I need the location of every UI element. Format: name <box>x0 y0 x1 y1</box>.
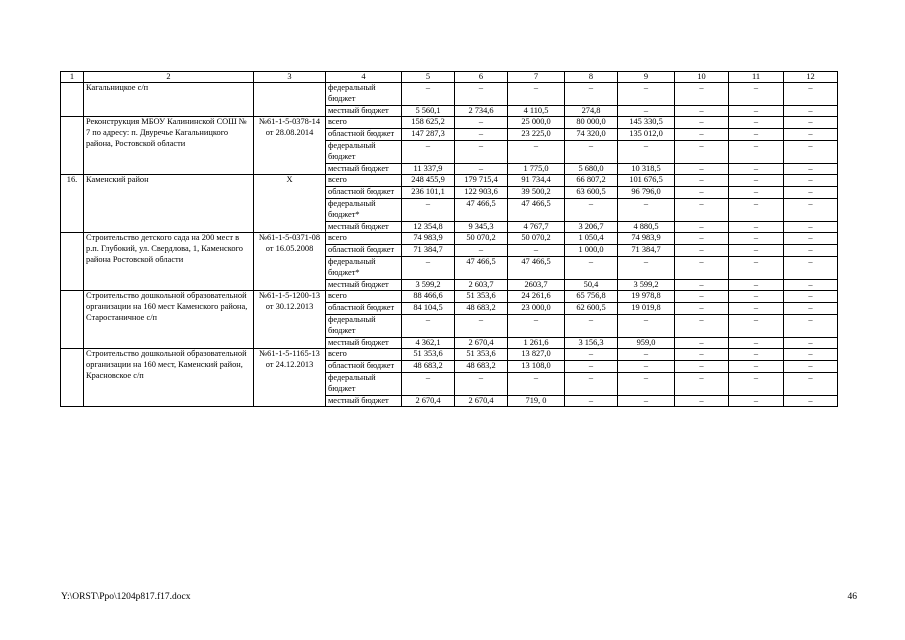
value-cell-col-9: – <box>618 361 675 373</box>
value-cell-col-6: 51 353,6 <box>455 291 508 303</box>
value-cell-col-10: – <box>675 117 729 129</box>
table-row <box>61 83 838 106</box>
funding-source-cell: федеральный бюджет <box>326 140 402 163</box>
value-cell-col-7: 1 261,6 <box>508 337 565 349</box>
expertise-doc-cell: №61-1-5-0371-08 от 16.05.2008 <box>254 233 326 291</box>
value-cell-col-6: 51 353,6 <box>455 349 508 361</box>
value-cell-col-11: – <box>729 349 784 361</box>
value-cell-col-6: – <box>455 117 508 129</box>
value-cell-col-12: – <box>784 361 838 373</box>
value-cell-col-5: – <box>402 83 455 106</box>
expertise-doc-cell: №61-1-5-0378-14 от 28.08.2014 <box>254 117 326 175</box>
column-header-8: 8 <box>565 72 618 83</box>
value-cell-col-7: 1 775,0 <box>508 163 565 175</box>
value-cell-col-9: – <box>618 105 675 117</box>
value-cell-col-12: – <box>784 245 838 257</box>
value-cell-col-5: 2 670,4 <box>402 395 455 407</box>
value-cell-col-9: 135 012,0 <box>618 129 675 141</box>
value-cell-col-5: 147 287,3 <box>402 129 455 141</box>
value-cell-col-8: 1 000,0 <box>565 245 618 257</box>
value-cell-col-12: – <box>784 395 838 407</box>
value-cell-col-7: – <box>508 245 565 257</box>
value-cell-col-5: 236 101,1 <box>402 187 455 199</box>
column-header-4: 4 <box>326 72 402 83</box>
object-name-cell: Строительство дошкольной образовательной организации на 160 мест, Каменский район, Красновское с/п <box>84 349 254 407</box>
funding-source-cell: федеральный бюджет <box>326 314 402 337</box>
value-cell-col-9: – <box>618 314 675 337</box>
footer-file-path: Y:\ORST\Ppo\1204p817.f17.docx <box>61 592 191 602</box>
funding-source-cell: областной бюджет <box>326 303 402 315</box>
value-cell-col-10: – <box>675 175 729 187</box>
value-cell-col-9: – <box>618 83 675 106</box>
value-cell-col-12: – <box>784 233 838 245</box>
value-cell-col-11: – <box>729 221 784 233</box>
object-name-cell: Кагальницкое с/п <box>84 83 254 117</box>
value-cell-col-11: – <box>729 372 784 395</box>
value-cell-col-11: – <box>729 291 784 303</box>
value-cell-col-6: – <box>455 163 508 175</box>
column-header-row <box>61 72 838 83</box>
row-number-cell <box>61 291 84 349</box>
value-cell-col-11: – <box>729 303 784 315</box>
value-cell-col-11: – <box>729 233 784 245</box>
value-cell-col-7: 47 466,5 <box>508 198 565 221</box>
object-name-cell: Реконструкция МБОУ Калининской СОШ № 7 по адресу: п. Двуречье Кагальницкого района, Ростовской области <box>84 117 254 175</box>
expertise-doc-cell: Х <box>254 175 326 233</box>
value-cell-col-5: 88 466,6 <box>402 291 455 303</box>
value-cell-col-7: 47 466,5 <box>508 256 565 279</box>
value-cell-col-7: 719, 0 <box>508 395 565 407</box>
value-cell-col-10: – <box>675 198 729 221</box>
funding-source-cell: местный бюджет <box>326 395 402 407</box>
value-cell-col-10: – <box>675 140 729 163</box>
footer-page-number: 46 <box>847 592 857 602</box>
value-cell-col-12: – <box>784 105 838 117</box>
value-cell-col-8: – <box>565 198 618 221</box>
value-cell-col-5: 48 683,2 <box>402 361 455 373</box>
value-cell-col-8: 66 807,2 <box>565 175 618 187</box>
value-cell-col-7: – <box>508 140 565 163</box>
table-row <box>61 349 838 361</box>
value-cell-col-7: – <box>508 314 565 337</box>
column-header-11: 11 <box>729 72 784 83</box>
expertise-doc-cell <box>254 83 326 117</box>
value-cell-col-9: – <box>618 198 675 221</box>
value-cell-col-12: – <box>784 175 838 187</box>
value-cell-col-5: 84 104,5 <box>402 303 455 315</box>
value-cell-col-6: – <box>455 245 508 257</box>
value-cell-col-5: 3 599,2 <box>402 279 455 291</box>
value-cell-col-8: 3 156,3 <box>565 337 618 349</box>
value-cell-col-9: 19 978,8 <box>618 291 675 303</box>
value-cell-col-8: 63 600,5 <box>565 187 618 199</box>
value-cell-col-5: 74 983,9 <box>402 233 455 245</box>
value-cell-col-12: – <box>784 163 838 175</box>
value-cell-col-11: – <box>729 361 784 373</box>
value-cell-col-9: – <box>618 256 675 279</box>
value-cell-col-9: – <box>618 372 675 395</box>
value-cell-col-9: – <box>618 140 675 163</box>
value-cell-col-10: – <box>675 291 729 303</box>
value-cell-col-6: 48 683,2 <box>455 361 508 373</box>
value-cell-col-10: – <box>675 314 729 337</box>
value-cell-col-9: 959,0 <box>618 337 675 349</box>
table-body <box>61 83 838 407</box>
value-cell-col-8: – <box>565 140 618 163</box>
value-cell-col-10: – <box>675 105 729 117</box>
value-cell-col-5: – <box>402 198 455 221</box>
object-name-cell: Строительство дошкольной образовательной организации на 160 мест Каменского района, Старостаничное с/п <box>84 291 254 349</box>
value-cell-col-8: – <box>565 314 618 337</box>
value-cell-col-5: 71 384,7 <box>402 245 455 257</box>
value-cell-col-6: – <box>455 372 508 395</box>
funding-source-cell: федеральный бюджет* <box>326 256 402 279</box>
value-cell-col-6: 2 603,7 <box>455 279 508 291</box>
value-cell-col-10: – <box>675 279 729 291</box>
row-number-cell <box>61 117 84 175</box>
value-cell-col-12: – <box>784 140 838 163</box>
value-cell-col-9: 4 880,5 <box>618 221 675 233</box>
value-cell-col-11: – <box>729 337 784 349</box>
value-cell-col-11: – <box>729 279 784 291</box>
value-cell-col-5: – <box>402 314 455 337</box>
value-cell-col-11: – <box>729 256 784 279</box>
value-cell-col-8: 62 600,5 <box>565 303 618 315</box>
value-cell-col-12: – <box>784 117 838 129</box>
value-cell-col-7: 13 108,0 <box>508 361 565 373</box>
value-cell-col-12: – <box>784 314 838 337</box>
value-cell-col-12: – <box>784 129 838 141</box>
row-number-cell <box>61 233 84 291</box>
value-cell-col-7: 91 734,4 <box>508 175 565 187</box>
column-header-9: 9 <box>618 72 675 83</box>
value-cell-col-10: – <box>675 303 729 315</box>
column-header-12: 12 <box>784 72 838 83</box>
column-header-10: 10 <box>675 72 729 83</box>
value-cell-col-11: – <box>729 83 784 106</box>
value-cell-col-11: – <box>729 245 784 257</box>
funding-source-cell: всего <box>326 175 402 187</box>
row-number-cell <box>61 83 84 117</box>
column-header-7: 7 <box>508 72 565 83</box>
value-cell-col-9: 71 384,7 <box>618 245 675 257</box>
value-cell-col-11: – <box>729 129 784 141</box>
value-cell-col-9: 145 330,5 <box>618 117 675 129</box>
funding-source-cell: всего <box>326 233 402 245</box>
table-row <box>61 233 838 245</box>
value-cell-col-12: – <box>784 221 838 233</box>
value-cell-col-8: – <box>565 83 618 106</box>
value-cell-col-6: 47 466,5 <box>455 256 508 279</box>
value-cell-col-5: 12 354,8 <box>402 221 455 233</box>
value-cell-col-6: 2 734,6 <box>455 105 508 117</box>
value-cell-col-11: – <box>729 314 784 337</box>
value-cell-col-7: 13 827,0 <box>508 349 565 361</box>
value-cell-col-5: 11 337,9 <box>402 163 455 175</box>
value-cell-col-12: – <box>784 291 838 303</box>
value-cell-col-10: – <box>675 372 729 395</box>
funding-source-cell: всего <box>326 117 402 129</box>
value-cell-col-7: 25 000,0 <box>508 117 565 129</box>
value-cell-col-12: – <box>784 349 838 361</box>
value-cell-col-12: – <box>784 372 838 395</box>
value-cell-col-10: – <box>675 221 729 233</box>
column-header-6: 6 <box>455 72 508 83</box>
funding-source-cell: местный бюджет <box>326 221 402 233</box>
value-cell-col-5: 158 625,2 <box>402 117 455 129</box>
value-cell-col-10: – <box>675 83 729 106</box>
value-cell-col-8: – <box>565 395 618 407</box>
value-cell-col-10: – <box>675 245 729 257</box>
value-cell-col-10: – <box>675 349 729 361</box>
value-cell-col-8: – <box>565 256 618 279</box>
value-cell-col-8: 50,4 <box>565 279 618 291</box>
value-cell-col-7: 2603,7 <box>508 279 565 291</box>
value-cell-col-10: – <box>675 337 729 349</box>
table-row <box>61 291 838 303</box>
value-cell-col-11: – <box>729 198 784 221</box>
value-cell-col-9: 19 019,8 <box>618 303 675 315</box>
funding-source-cell: областной бюджет <box>326 361 402 373</box>
value-cell-col-12: – <box>784 303 838 315</box>
value-cell-col-5: 51 353,6 <box>402 349 455 361</box>
value-cell-col-11: – <box>729 105 784 117</box>
column-header-5: 5 <box>402 72 455 83</box>
funding-source-cell: областной бюджет <box>326 187 402 199</box>
value-cell-col-7: 23 000,0 <box>508 303 565 315</box>
value-cell-col-8: 65 756,8 <box>565 291 618 303</box>
value-cell-col-10: – <box>675 256 729 279</box>
funding-source-cell: областной бюджет <box>326 245 402 257</box>
value-cell-col-8: 80 000,0 <box>565 117 618 129</box>
value-cell-col-11: – <box>729 175 784 187</box>
row-number-cell <box>61 349 84 407</box>
value-cell-col-10: – <box>675 129 729 141</box>
value-cell-col-9: 3 599,2 <box>618 279 675 291</box>
value-cell-col-8: 1 050,4 <box>565 233 618 245</box>
value-cell-col-10: – <box>675 361 729 373</box>
value-cell-col-6: 47 466,5 <box>455 198 508 221</box>
value-cell-col-5: – <box>402 372 455 395</box>
value-cell-col-6: – <box>455 314 508 337</box>
value-cell-col-12: – <box>784 279 838 291</box>
value-cell-col-9: 10 318,5 <box>618 163 675 175</box>
value-cell-col-9: – <box>618 395 675 407</box>
value-cell-col-6: – <box>455 83 508 106</box>
funding-source-cell: всего <box>326 349 402 361</box>
value-cell-col-8: – <box>565 372 618 395</box>
value-cell-col-9: 74 983,9 <box>618 233 675 245</box>
value-cell-col-5: 4 362,1 <box>402 337 455 349</box>
funding-source-cell: всего <box>326 291 402 303</box>
column-header-1: 1 <box>61 72 84 83</box>
value-cell-col-6: 9 345,3 <box>455 221 508 233</box>
object-name-cell: Строительство детского сада на 200 мест в р.п. Глубокий, ул. Свердлова, 1, Каменского района Ростовской области <box>84 233 254 291</box>
value-cell-col-10: – <box>675 187 729 199</box>
value-cell-col-9: 96 796,0 <box>618 187 675 199</box>
value-cell-col-12: – <box>784 256 838 279</box>
value-cell-col-9: 101 676,5 <box>618 175 675 187</box>
value-cell-col-7: 4 110,5 <box>508 105 565 117</box>
value-cell-col-5: – <box>402 140 455 163</box>
value-cell-col-6: 50 070,2 <box>455 233 508 245</box>
value-cell-col-7: – <box>508 372 565 395</box>
value-cell-col-8: 3 206,7 <box>565 221 618 233</box>
value-cell-col-6: – <box>455 140 508 163</box>
value-cell-col-6: 2 670,4 <box>455 395 508 407</box>
expertise-doc-cell: №61-1-5-1200-13 от 30.12.2013 <box>254 291 326 349</box>
column-header-3: 3 <box>254 72 326 83</box>
value-cell-col-11: – <box>729 163 784 175</box>
value-cell-col-7: 50 070,2 <box>508 233 565 245</box>
value-cell-col-8: 274,8 <box>565 105 618 117</box>
value-cell-col-11: – <box>729 140 784 163</box>
funding-source-cell: федеральный бюджет* <box>326 198 402 221</box>
value-cell-col-12: – <box>784 187 838 199</box>
value-cell-col-8: – <box>565 349 618 361</box>
value-cell-col-7: 39 500,2 <box>508 187 565 199</box>
expertise-doc-cell: №61-1-5-1165-13 от 24.12.2013 <box>254 349 326 407</box>
column-header-2: 2 <box>84 72 254 83</box>
value-cell-col-11: – <box>729 117 784 129</box>
value-cell-col-5: – <box>402 256 455 279</box>
value-cell-col-12: – <box>784 337 838 349</box>
value-cell-col-9: – <box>618 349 675 361</box>
value-cell-col-7: 23 225,0 <box>508 129 565 141</box>
row-number-cell: 16. <box>61 175 84 233</box>
value-cell-col-5: 5 560,1 <box>402 105 455 117</box>
value-cell-col-10: – <box>675 395 729 407</box>
value-cell-col-7: 24 261,6 <box>508 291 565 303</box>
funding-source-cell: местный бюджет <box>326 279 402 291</box>
value-cell-col-7: – <box>508 83 565 106</box>
value-cell-col-11: – <box>729 395 784 407</box>
value-cell-col-10: – <box>675 233 729 245</box>
value-cell-col-8: 5 680,0 <box>565 163 618 175</box>
table-row <box>61 175 838 187</box>
budget-table <box>60 71 838 407</box>
value-cell-col-8: – <box>565 361 618 373</box>
value-cell-col-8: 74 320,0 <box>565 129 618 141</box>
value-cell-col-12: – <box>784 198 838 221</box>
value-cell-col-5: 248 455,9 <box>402 175 455 187</box>
value-cell-col-10: – <box>675 163 729 175</box>
value-cell-col-7: 4 767,7 <box>508 221 565 233</box>
funding-source-cell: федеральный бюджет <box>326 372 402 395</box>
value-cell-col-6: – <box>455 129 508 141</box>
funding-source-cell: местный бюджет <box>326 163 402 175</box>
value-cell-col-6: 179 715,4 <box>455 175 508 187</box>
value-cell-col-6: 48 683,2 <box>455 303 508 315</box>
funding-source-cell: федеральный бюджет <box>326 83 402 106</box>
value-cell-col-12: – <box>784 83 838 106</box>
value-cell-col-6: 122 903,6 <box>455 187 508 199</box>
table-row <box>61 117 838 129</box>
funding-source-cell: местный бюджет <box>326 337 402 349</box>
object-name-cell: Каменский район <box>84 175 254 233</box>
value-cell-col-6: 2 670,4 <box>455 337 508 349</box>
funding-source-cell: местный бюджет <box>326 105 402 117</box>
value-cell-col-11: – <box>729 187 784 199</box>
funding-source-cell: областной бюджет <box>326 129 402 141</box>
